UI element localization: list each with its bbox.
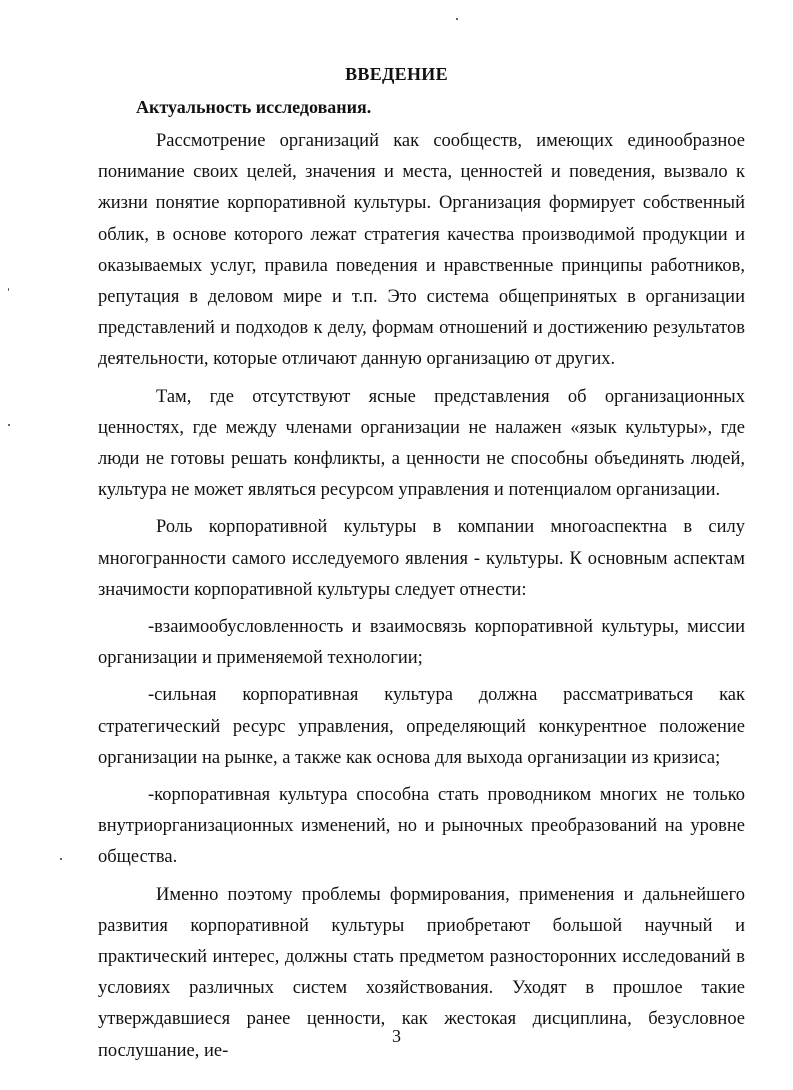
paragraph: Там, где отсутствуют ясные представления об организационных ценностях, где между членами организации не налажен «язык культуры», где люди не готовы решать конфликты, а ценности не способны объединять людей, культура не может являться ресурсом управления и потенциалом организации. [98,386,745,501]
section-heading: Актуальность исследования. [136,97,372,117]
scan-speck [8,288,9,291]
page-number: 3 [392,1026,401,1046]
paragraph: Именно поэтому проблемы формирования, применения и дальнейшего развития корпоративной культуры приобретают большой научный и практический интерес, должны стать предметом разносторонних исследований в условиях различных систем хозяйствования. Уходят в прошлое такие утверждавшиеся ранее ценности, как жестокая дисциплина, безусловное послушание, ие- [98,884,745,1061]
scan-speck [8,424,10,426]
list-item: -взаимообусловленность и взаимосвязь корпоративной культуры, миссии организации и применяемой технологии; [98,617,745,669]
list-item: -сильная корпоративная культура должна рассматриваться как стратегический ресурс управления, определяющий конкурентное положение организации на рынке, а также как основа для выхода организации из кризиса; [98,685,745,768]
list-item: -корпоративная культура способна стать проводником многих не только внутриорганизационных изменений, но и рыночных преобразований на уровне общества. [98,785,745,868]
scan-speck [456,18,458,20]
paragraph: Роль корпоративной культуры в компании многоаспектна в силу многогранности самого исследуемого явления - культуры. К основным аспектам значимости корпоративной культуры следует отнести: [98,517,745,600]
scan-speck [60,858,62,860]
paragraph: Рассмотрение организаций как сообществ, имеющих единообразное понимание своих целей, значения и места, ценностей и поведения, вызвало к жизни понятие корпоративной культуры. Организация формирует собственный облик, в основе которого лежат стратегия качества производимой продукции и оказываемых услуг, правила поведения и нравственные принципы работников, репутация в деловом мире и т.п. Это система общепринятых в организации представлений и подходов к делу, формам отношений и достижению результатов деятельности, которые отличают данную организацию от других. [98,131,745,370]
body-text [98,126,745,1073]
page-title: ВВЕДЕНИЕ [345,64,448,84]
